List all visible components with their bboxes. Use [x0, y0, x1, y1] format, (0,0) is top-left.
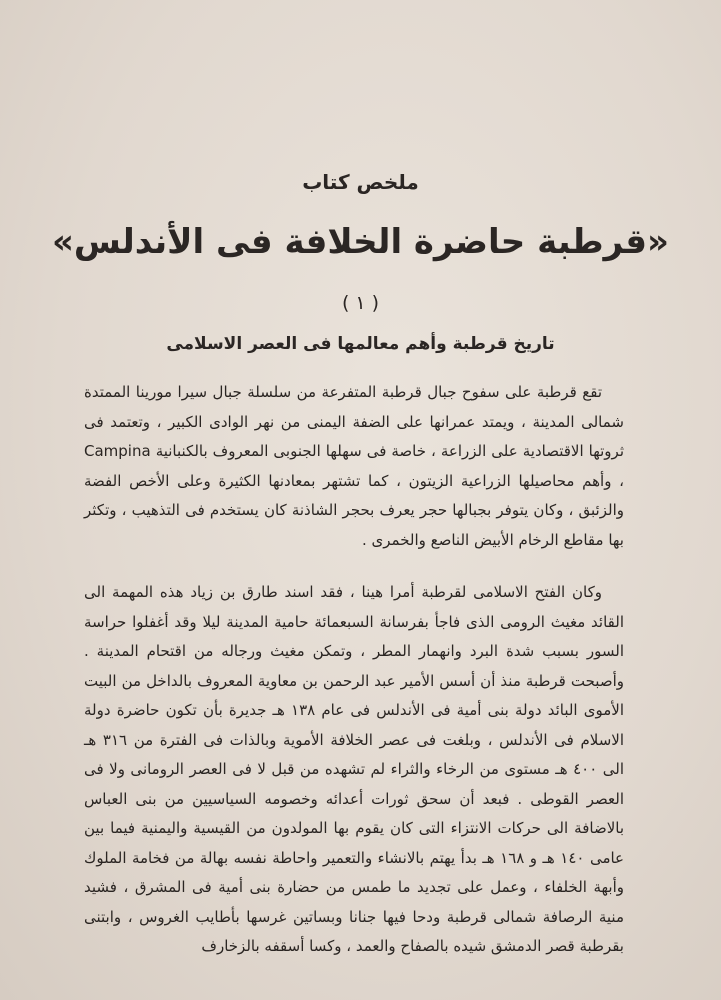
paragraph-history: وكان الفتح الاسلامى لقرطبة أمرا هينا ، فقد اسند طارق بن زياد هذه المهمة الى القائد مغيث الرومى الذى فاجأ بفرسانة السبعمائة حامية المدينة ليلا وقد أغفلوا حراسة السور بسبب شدة البرد وانهمار المطر ، وتمكن مغيث ورجاله من اقتحام المدينة . وأصبحت قرطبة منذ أن أسس الأمير عبد الرحمن بن معاوية المعروف بالداخل من البيت الأموى البائد دولة بنى أمية فى الأندلس فى عام ١٣٨ هـ جديرة بأن تكون حاضرة دولة الاسلام فى الأندلس ، وبلغت فى عصر الخلافة الأموية وبالذات فى الفترة من ٣١٦ هـ الى ٤٠٠ هـ مستوى من الرخاء والثراء لم تشهده من قبل لا فى العصر الرومانى ولا فى العصر القوطى . فبعد أن سحق ثورات أعدائه وخصومه السياسيين من بنى العباس بالاضافة الى حركات الانتزاء التى كان يقوم بها المولدون من القيسية واليمنية فيما بين عامى ١٤٠ هـ و ١٦٨ هـ بدأ يهتم بالانشاء والتعمير واحاطة نفسه بهالة من فخامة الملوك وأبهة الخلفاء ، وعمل على تجديد ما طمس من حضارة بنى أمية فى المشرق ، فشيد منية الرصافة شمالى قرطبة ودحا فيها جنانا وبساتين غرسها بأطايب الغروس ، وابتنى بقرطبة قصر الدمشق شيده بالصفاح والعمد ، وكسا أسقفه بالزخارف	[84, 583, 625, 955]
paragraph-geography	[84, 378, 624, 555]
latin-term-campina: Campina	[84, 442, 151, 460]
book-title: «قرطبة حاضرة الخلافة فى الأندلس»	[51, 222, 670, 262]
section-number: ( ١ )	[341, 292, 380, 314]
paragraph-geography-part-1: تقع قرطبة على سفوح جبال قرطبة المتفرعة من سلسلة جبال سيرا مورينا الممتدة شمالى المدينة ، ويمتد عمرانها على الضفة اليمنى من نهر الوادى الكبير ، وتعتمد فى ثروتها الاقتصادية على الزراعة ، خاصة فى سهلها الجنوبى المعروف بالكنبانية	[84, 383, 624, 460]
book-summary-heading: ملخص كتاب	[302, 170, 419, 194]
section-title: تاريخ قرطبة وأهم معالمها فى العصر الاسلامى	[166, 334, 555, 354]
paragraph-geography-part-2: ، وأهم محاصيلها الزراعية الزيتون ، كما تشتهر بمعادنها الكثيرة وعلى الأخص الفضة والزئبق ، وكان يتوفر بجبالها حجر يعرف بحجر الشاذنة كان يستخدم فى التذهيب ، وتكثر بها مقاطع الرخام الأبيض الناصع والخمرى .	[84, 471, 624, 549]
